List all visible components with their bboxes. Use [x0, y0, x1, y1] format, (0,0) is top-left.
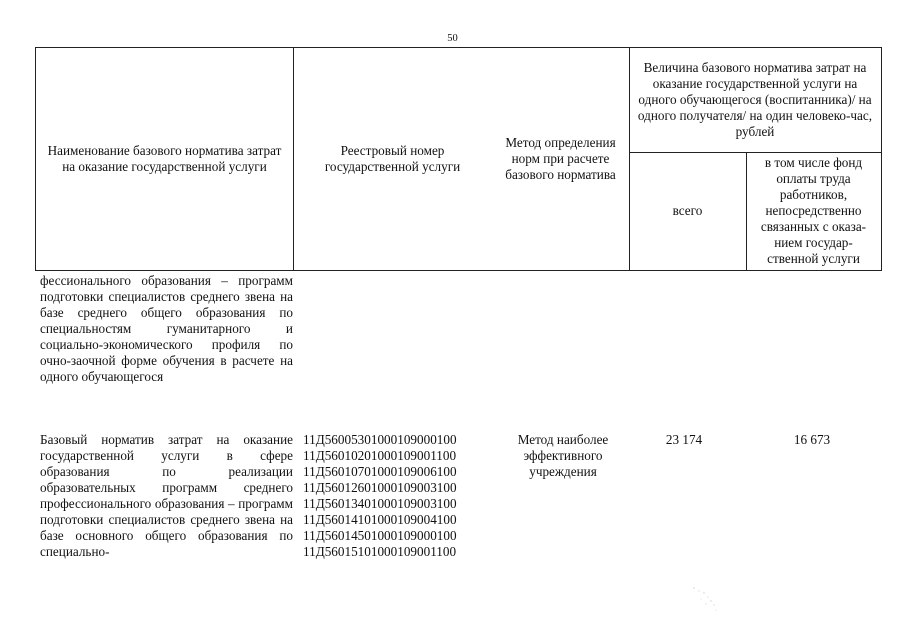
- registry-number: 11Д56015101000109001100: [303, 544, 457, 559]
- header-total-col: всего: [672, 203, 703, 218]
- header-registry-col: Реестровый номер государственной услуги: [324, 143, 461, 174]
- header-method-col: Метод определения норм при расчете базового норматива: [505, 135, 616, 182]
- row-method: Метод наиболее эффективного учреждения: [517, 432, 609, 479]
- continued-row-name: фессионального образования – программ подготовки специалистов среднего звена на базе среднего общего образования по специальностям гуманитарного и социально-экономического профиля по очно-заочной форме обучения в расчете на одного обучающегося: [40, 273, 293, 384]
- row-name: Базовый норматив затрат на оказание государственной услуги в сфере образования по реализации образовательных программ среднего профессионального образования – программ подготовки специалистов среднего звена на базе основного общего образования по специально-: [40, 432, 293, 559]
- registry-number: 11Д56010701000109006100: [303, 464, 457, 479]
- table-header: [35, 47, 882, 271]
- header-value-group: Величина базового норматива затрат на оказание государственной услуги на одного обучающегося (воспитанника)/ на одного получателя/ на один человеко-час, рублей: [637, 60, 873, 139]
- registry-number: 11Д56012601000109003100: [303, 480, 457, 495]
- registry-number: 11Д56010201000109001100: [303, 448, 457, 463]
- registry-number: 11Д56014501000109000100: [303, 528, 457, 543]
- registry-number-list: [303, 432, 498, 560]
- registry-number: 11Д56014101000109004100: [303, 512, 457, 527]
- header-fund-col: в том числе фонд оплаты труда работников, непосредственно связанных с оказа-нием государ-ственной услуги: [760, 155, 867, 266]
- scan-speck-mark: [690, 584, 720, 614]
- header-name-col: Наименование базового норматива затрат на оказание государственной услуги: [47, 143, 282, 174]
- registry-number: 11Д56005301000109000100: [303, 432, 457, 447]
- page-number: 50: [447, 33, 458, 44]
- registry-number: 11Д56013401000109003100: [303, 496, 457, 511]
- row-fund: 16 673: [793, 432, 831, 447]
- row-total: 23 174: [665, 432, 703, 447]
